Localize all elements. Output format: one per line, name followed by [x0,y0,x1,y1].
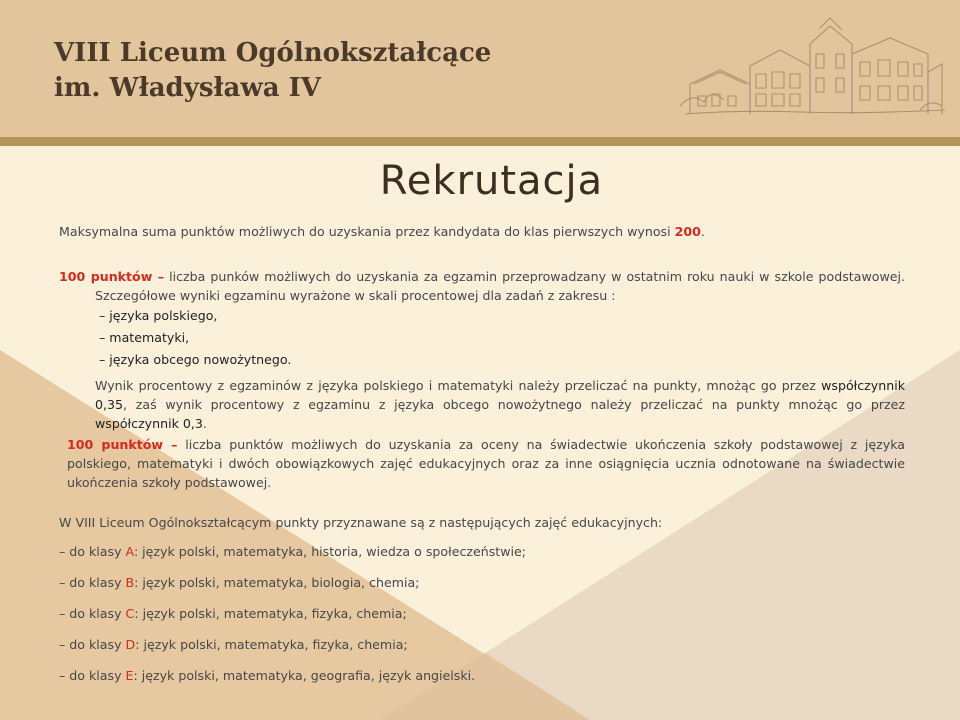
class-prefix: – do klasy [59,575,126,590]
grades-points-label: 100 punktów – [67,437,178,452]
class-subjects: : język polski, matematyka, fizyka, chemia; [134,606,407,621]
max-points: 200 [674,224,701,239]
exam-subject-list [99,305,905,371]
conversion-end: . [202,416,207,431]
exam-description: liczba punków możliwych do uzyskania za egzamin przeprowadzany w ostatnim roku nauki w szkole podstawowej. Szczegółowe wyniki egzaminu wyrażone w skali procentowej dla zadań z zakresu : [95,269,906,303]
class-prefix: – do klasy [59,668,126,683]
class-item-a [59,536,905,567]
conversion-text-b: , zaś wynik procentowy z egzaminu z języka obcego nowożytnego należy przeliczać na punkty mnożąc go przez [123,397,905,412]
intro-end: . [700,224,705,239]
school-name [54,36,491,106]
exam-paragraph [59,267,905,305]
class-subjects: : język polski, matematyka, geografia, język angielski. [133,668,476,683]
class-letter: D [125,637,136,652]
class-item-c [59,598,905,629]
class-letter: E [125,668,134,683]
conversion-text-a: Wynik procentowy z egzaminów z języka polskiego i matematyki należy przeliczać na punkty, mnożąc go przez [95,378,822,393]
class-item-e [59,660,905,691]
school-name-line1: VIII Liceum Ogólnokształcące [54,38,492,68]
class-letter: C [125,606,135,621]
coefficient-1: współczynnik 0,35 [95,378,905,412]
main-content [59,222,905,691]
class-prefix: – do klasy [59,544,126,559]
class-list [59,536,905,691]
header-divider [0,137,960,146]
intro-text: Maksymalna suma punktów możliwych do uzyskania przez kandydata do klas pierwszych wynosi [59,224,675,239]
class-item-b [59,567,905,598]
class-subjects: : język polski, matematyka, historia, wiedza o społeczeństwie; [133,544,526,559]
exam-points-label: 100 punktów – [59,269,165,284]
classes-intro: W VIII Liceum Ogólnokształcącym punkty przyznawane są z następujących zajęć edukacyjnych: [59,515,663,530]
exam-conversion-paragraph [95,376,905,433]
class-subjects: : język polski, matematyka, fizyka, chemia; [135,637,408,652]
class-prefix: – do klasy [59,637,126,652]
exam-subject-item: – matematyki, [99,330,190,345]
school-name-line2: im. Władysława IV [54,73,321,103]
coefficient-2: współczynnik 0,3 [95,416,203,431]
school-building-sketch [680,14,950,126]
class-item-d [59,629,905,660]
exam-subject-item: – języka obcego nowożytnego. [99,352,292,367]
exam-subject-item: – języka polskiego, [99,308,218,323]
intro-paragraph [59,222,905,241]
grades-paragraph [59,435,905,492]
page-title: Rekrutacja [379,158,604,204]
class-letter: B [125,575,135,590]
grades-description: liczba punktów możliwych do uzyskania za oceny na świadectwie ukończenia szkoły podstawowej z języka polskiego, matematyki i dwóch obowiązkowych zajęć edukacyjnych oraz za inne osiągnięcia ucznia odnotowane na świadectwie ukończenia szkoły podstawowej. [67,437,905,490]
class-prefix: – do klasy [59,606,126,621]
class-letter: A [125,544,134,559]
class-subjects: : język polski, matematyka, biologia, chemia; [134,575,420,590]
